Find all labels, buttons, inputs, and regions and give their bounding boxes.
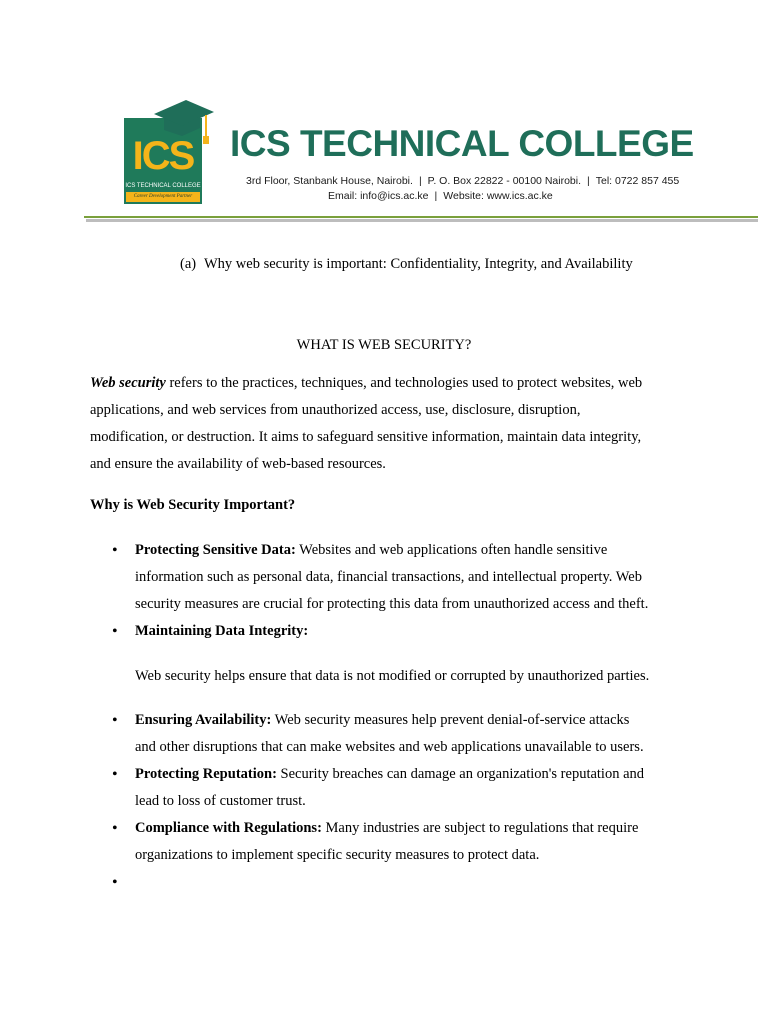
letterhead-shadow-rule (86, 219, 758, 222)
logo-caption: ICS TECHNICAL COLLEGE (125, 183, 201, 189)
bullet-marker: • (112, 766, 118, 783)
question-text: Why web security is important: Confidentiality, Integrity, and Availability (204, 256, 633, 272)
bullet-title: Protecting Reputation: (135, 766, 277, 782)
address: 3rd Floor, Stanbank House, Nairobi. (246, 175, 413, 187)
bullet-title: Protecting Sensitive Data: (135, 542, 296, 558)
bullet-item: Protecting Reputation: Security breaches can damage an organization's reputation and lead to loss of customer trust. (135, 766, 645, 809)
section-title: WHAT IS WEB SECURITY? (296, 337, 472, 353)
question-number: (a) (180, 256, 197, 272)
graduation-cap-icon (150, 94, 216, 154)
bullet-marker: • (112, 623, 118, 640)
paragraph-line: and ensure the availability of web-based resources. (90, 456, 386, 472)
letterhead-rule (84, 216, 758, 218)
bullet-title: Compliance with Regulations: (135, 820, 322, 836)
email: Email: info@ics.ac.ke (328, 190, 429, 202)
logo-tagline: Career Development Partner (126, 192, 200, 202)
po-box: P. O. Box 22822 - 00100 Nairobi. (427, 175, 581, 187)
bullet-title: Maintaining Data Integrity: (135, 623, 309, 639)
bullet-title: Ensuring Availability: (135, 712, 272, 728)
bullet-marker: • (112, 820, 118, 837)
empty-bullet-marker: • (112, 874, 118, 891)
paragraph-line: applications, and web services from unauthorized access, use, disclosure, disruption, (90, 402, 581, 418)
contact-line (328, 189, 553, 203)
definition-term: Web security (90, 375, 166, 391)
college-name: ICS TECHNICAL COLLEGE (230, 123, 694, 164)
separator: | (418, 175, 422, 187)
paragraph-line: Web security refers to the practices, techniques, and technologies used to protect websites, web (90, 375, 643, 391)
address-line (246, 174, 679, 188)
website: Website: www.ics.ac.ke (443, 190, 553, 202)
logo-text: ICS (132, 134, 194, 178)
bullet-item: Compliance with Regulations: Many industries are subject to regulations that require organizations to implement specific security measures to protect data. (135, 820, 639, 863)
paragraph-line: modification, or destruction. It aims to safeguard sensitive information, maintain data integrity, (90, 429, 642, 445)
definition-paragraph (90, 370, 680, 478)
why-heading: Why is Web Security Important? (90, 497, 296, 513)
bullet-marker: • (112, 712, 118, 729)
question-heading (180, 255, 633, 273)
separator: | (587, 175, 590, 187)
telephone: Tel: 0722 857 455 (595, 175, 680, 187)
bullet-marker: • (112, 542, 118, 559)
separator: | (434, 190, 438, 202)
bullet-item: Protecting Sensitive Data: Websites and web applications often handle sensitive information such as personal data, financial transactions, and intellectual property. Web security measures are crucial for protecting this data from unauthorized access and theft. (135, 542, 649, 612)
integrity-note: Web security helps ensure that data is not modified or corrupted by unauthorized parties. (135, 668, 650, 684)
bullet-item (135, 618, 308, 645)
bullet-item: Ensuring Availability: Web security measures help prevent denial-of-service attacks and other disruptions that can make websites and web applications unavailable to users. (135, 712, 644, 755)
